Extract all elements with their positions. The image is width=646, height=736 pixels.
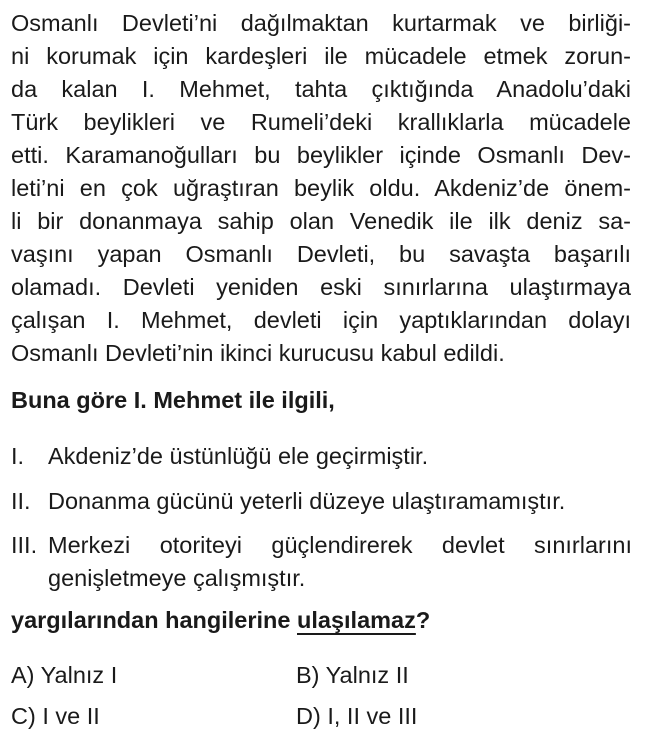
- statement-text: Merkezi otoriteyi güçlendirerek devlet sınırlarını: [48, 532, 632, 558]
- passage-line: li bir donanmaya sahip olan Venedik ile ilk deniz sa-: [11, 208, 631, 234]
- option-label: C): [11, 703, 36, 729]
- passage-line: etti. Karamanoğulları bu beylikler içinde Osmanlı Dev-: [11, 142, 631, 168]
- passage-line: çalışan I. Mehmet, devleti için yaptıklarından dolayı: [11, 307, 631, 333]
- option-label: B): [296, 662, 320, 688]
- statement-text: Donanma gücünü yeterli düzeye ulaştıramamıştır.: [48, 488, 566, 514]
- option-a[interactable]: [11, 664, 117, 688]
- passage-line: vaşını yapan Osmanlı Devleti, bu savaşta başarılı: [11, 241, 631, 267]
- option-text: I, II ve III: [327, 703, 418, 729]
- option-label: A): [11, 662, 35, 688]
- passage-line: Türk beylikleri ve Rumeli’deki krallıklarla mücadele: [11, 109, 631, 135]
- question-stem: Buna göre I. Mehmet ile ilgili,: [11, 387, 335, 413]
- option-text: Yalnız I: [40, 662, 118, 688]
- statement-text: genişletmeye çalışmıştır.: [48, 565, 306, 591]
- statement-text: Akdeniz’de üstünlüğü ele geçirmiştir.: [48, 443, 429, 469]
- option-d[interactable]: [296, 705, 417, 729]
- passage-line: leti’ni en çok uğraştıran beylik oldu. Akdeniz’de önem-: [11, 175, 631, 201]
- question-end: [11, 609, 430, 633]
- passage-line: da kalan I. Mehmet, tahta çıktığında Anadolu’daki: [11, 76, 631, 102]
- option-text: I ve II: [42, 703, 100, 729]
- statement-number: II.: [11, 488, 31, 514]
- passage-line: ni korumak için kardeşleri ile mücadele etmek zorun-: [11, 43, 631, 69]
- question-emphasis: ulaşılamaz: [297, 607, 416, 633]
- option-text: Yalnız II: [325, 662, 409, 688]
- option-b[interactable]: [296, 664, 409, 688]
- question-end-prefix: yargılarından hangilerine: [11, 607, 297, 633]
- passage-line: olamadı. Devleti yeniden eski sınırlarına ulaştırmaya: [11, 274, 631, 300]
- passage-line: Osmanlı Devleti’ni dağılmaktan kurtarmak ve birliği-: [11, 10, 631, 36]
- question-end-suffix: ?: [415, 607, 431, 633]
- option-c[interactable]: [11, 705, 100, 729]
- option-label: D): [296, 703, 321, 729]
- statement-number: I.: [11, 443, 25, 469]
- passage-line: Osmanlı Devleti’nin ikinci kurucusu kabul edildi.: [11, 340, 505, 366]
- statement-number: III.: [11, 532, 38, 558]
